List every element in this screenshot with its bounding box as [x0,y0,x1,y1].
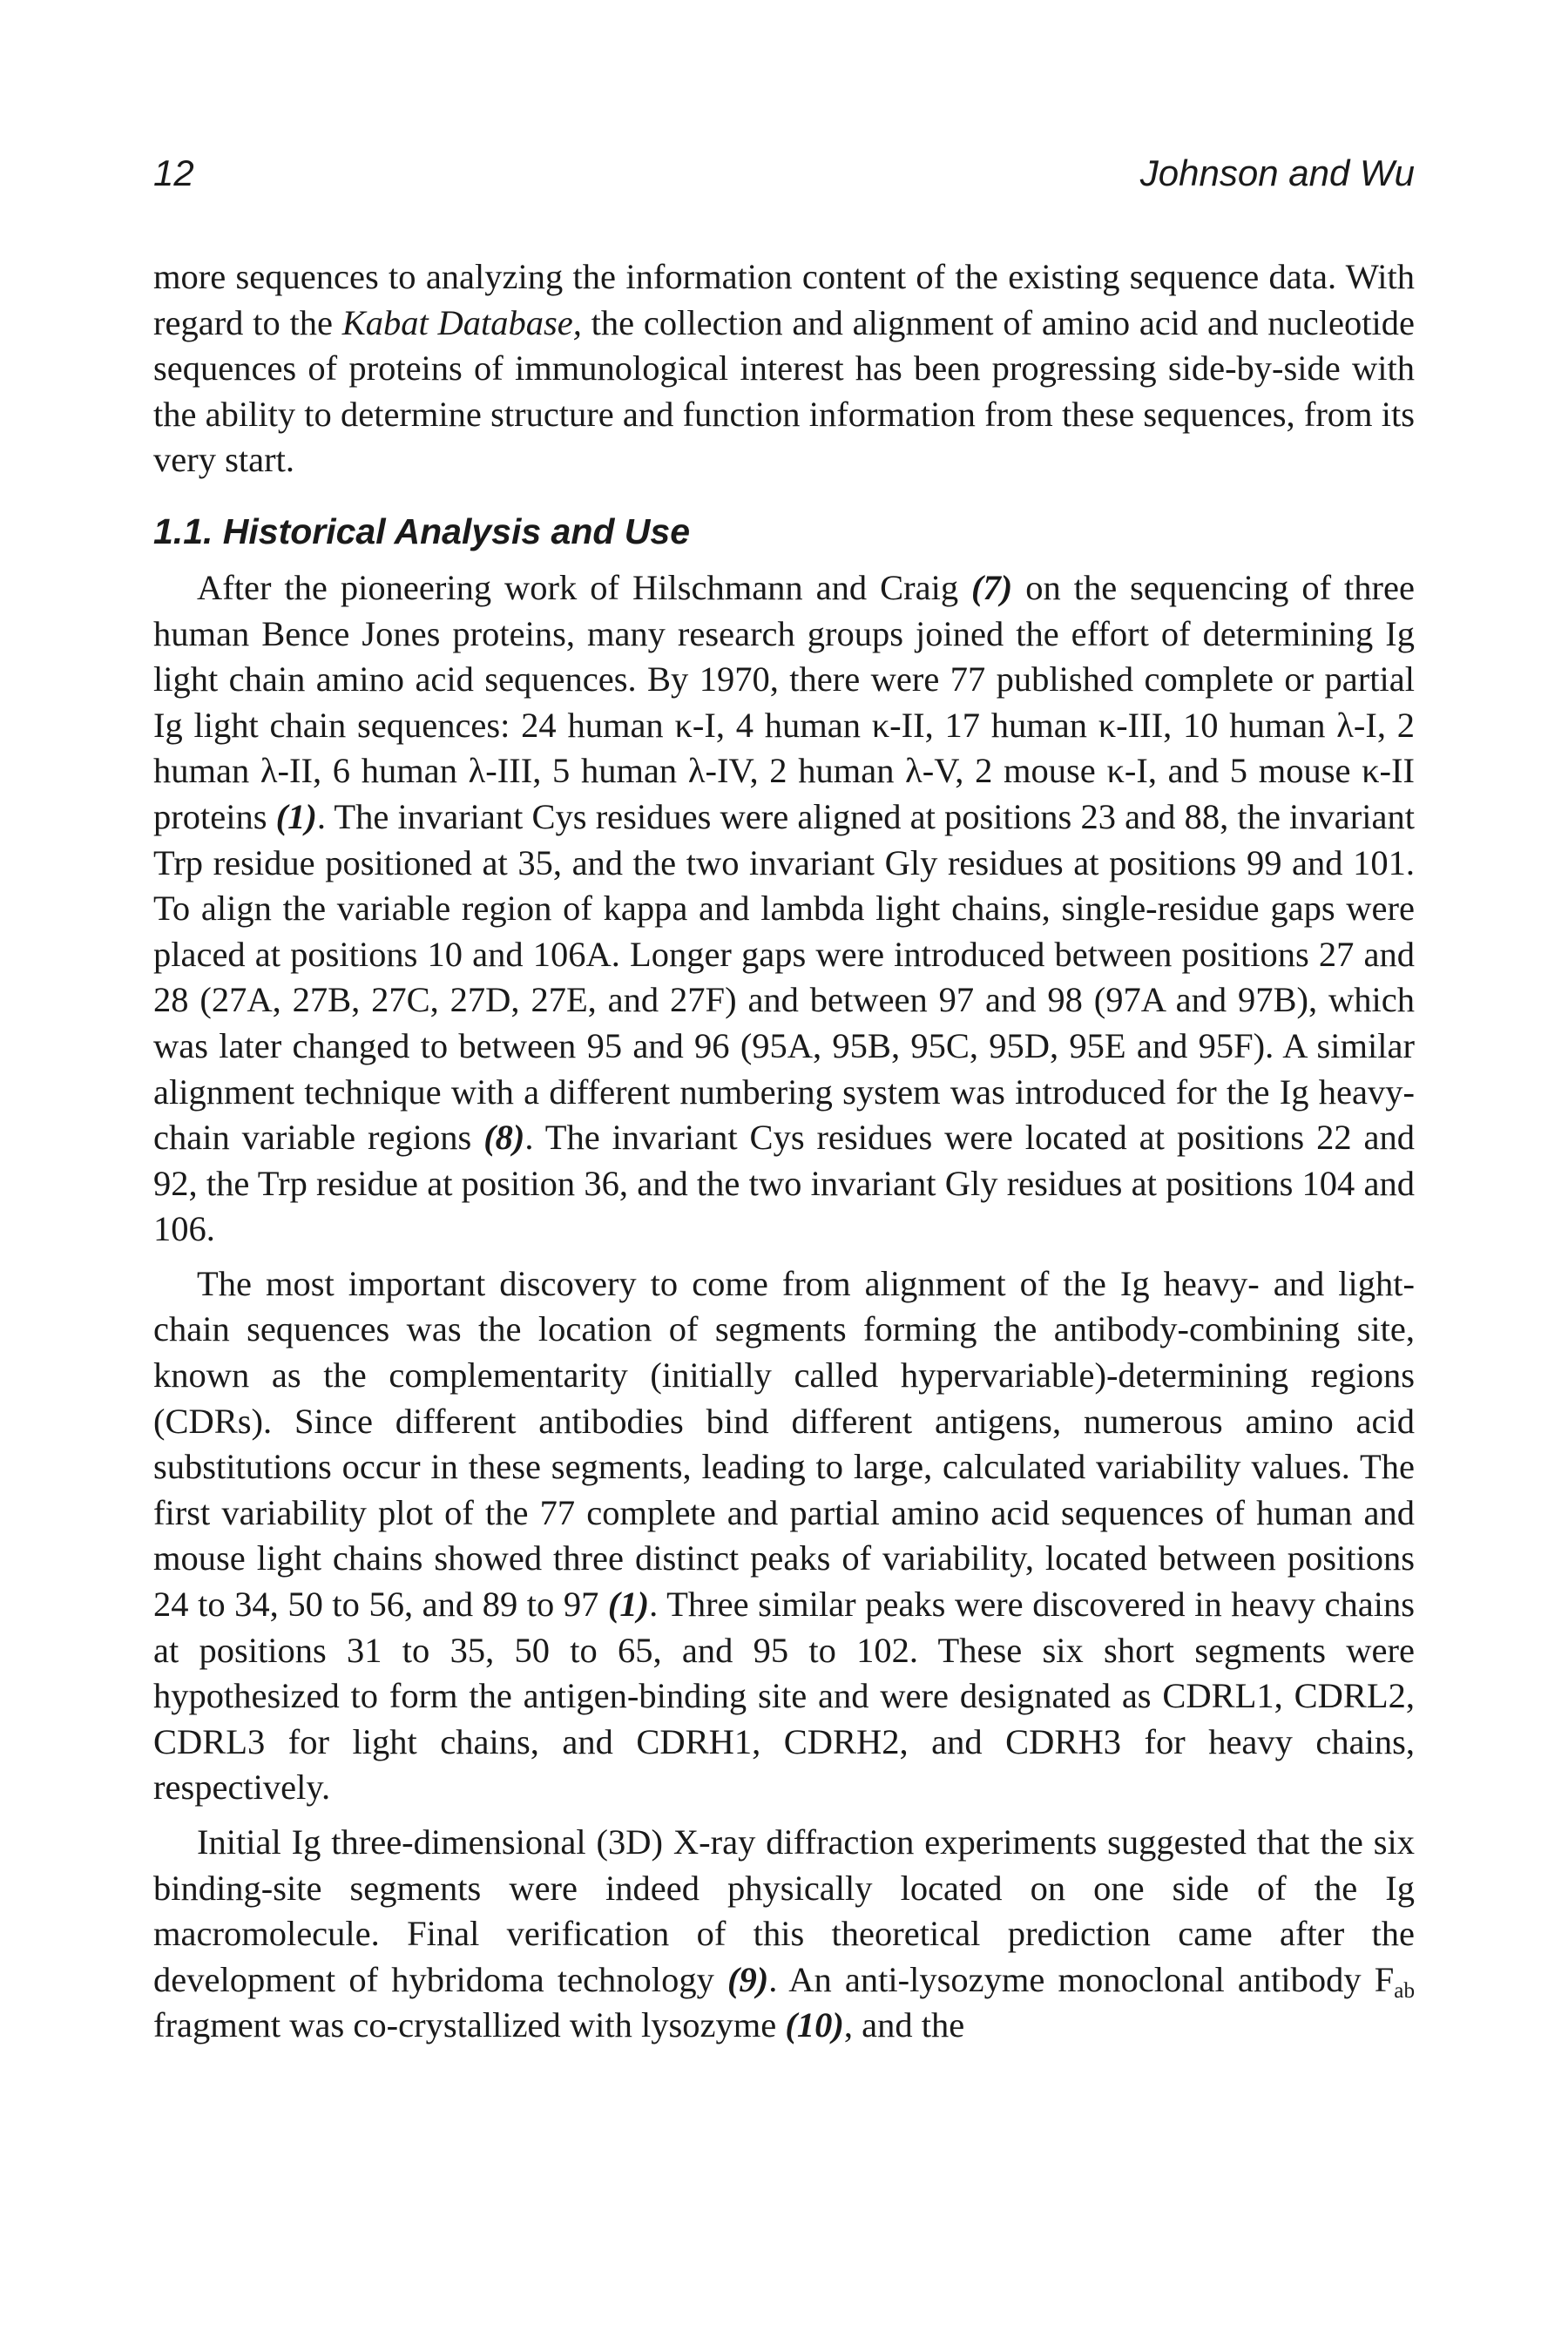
page-number: 12 [153,152,194,193]
citation: (8) [483,1118,525,1158]
citation: (1) [607,1585,650,1625]
body-text [153,254,1415,2049]
running-title: Johnson and Wu [1139,152,1415,193]
citation: (9) [727,1959,769,1999]
paragraph-cdr-discovery: The most important discovery to come from alignment of the Ig heavy- and light-chain sequences was the location of segments forming the antibody-combining site, known as the complementarity (initially called hypervariable)-determining regions (CDRs). Since different antibodies bind different antigens, numerous amino acid substitutions occur in these segments, leading to large, calculated variability values. The first variability plot of the 77 complete and partial amino acid sequences of human and mouse light chains showed three distinct peaks of variability, located between positions 24 to 34, 50 to 56, and 89 to 97 (1). Three similar peaks were discovered in heavy chains at positions 31 to 35, 50 to 65, and 95 to 102. These six short segments were hypothesized to form the antigen-binding site and were designated as CDRL1, CDRL2, CDRL3 for light chains, and CDRH1, CDRH2, and CDRH3 for heavy chains, respectively. [153,1263,1415,1808]
running-header [153,152,1415,193]
kabat-database-italic: Kabat Database, [341,302,582,342]
citation: (10) [785,2005,844,2045]
paragraph-xray: Initial Ig three-dimensional (3D) X-ray diffraction experiments suggested that the six binding-site segments were indeed physically located on one side of the Ig macromolecule. Final verification of this theoretical prediction came after the development of hybridoma technology (9). An anti-lysozyme monoclonal antibody $F_{ab}$ fragment was co-crystallized with lysozyme (10), and the [153,1822,1415,2045]
section-heading: 1.1. Historical Analysis and Use [153,510,691,551]
paragraph-continued: more sequences to analyzing the information content of the existing sequence data. With regard to the Kabat Database, the collection and alignment of amino acid and nucleotide sequences of proteins of immunological interest has been progressing side-by-side with the ability to determine structure and function information from these sequences, from its very start. [153,257,1415,480]
citation: (7) [971,567,1013,607]
citation: (1) [275,796,317,836]
paragraph-historical: After the pioneering work of Hilschmann and Craig (7) on the sequencing of three human Bence Jones proteins, many research groups joined the effort of determining Ig light chain amino acid sequences. By 1970, there were 77 published complete or partial Ig light chain sequences: 24 human κ-I, 4 human κ-II, 17 human κ-III, 10 human λ-I, 2 human λ-II, 6 human λ-III, 5 human λ-IV, 2 human λ-V, 2 mouse κ-I, and 5 mouse κ-II proteins (1). The invariant Cys residues were aligned at positions 23 and 88, the invariant Trp residue positioned at 35, and the two invariant Gly residues at positions 99 and 101. To align the variable region of kappa and lambda light chains, single-residue gaps were placed at positions 10 and 106A. Longer gaps were introduced between positions 27 and 28 (27A, 27B, 27C, 27D, 27E, and 27F) and between 97 and 98 (97A and 97B), which was later changed to between 95 and 96 (95A, 95B, 95C, 95D, 95E and 95F). A similar alignment technique with a different numbering system was introduced for the Ig heavy-chain variable regions (8). The invariant Cys residues were located at positions 22 and 92, the Trp residue at position 36, and the two invariant Gly residues at positions 104 and 106. [153,567,1415,1249]
subscript-ab: ab [1394,1978,1415,2003]
